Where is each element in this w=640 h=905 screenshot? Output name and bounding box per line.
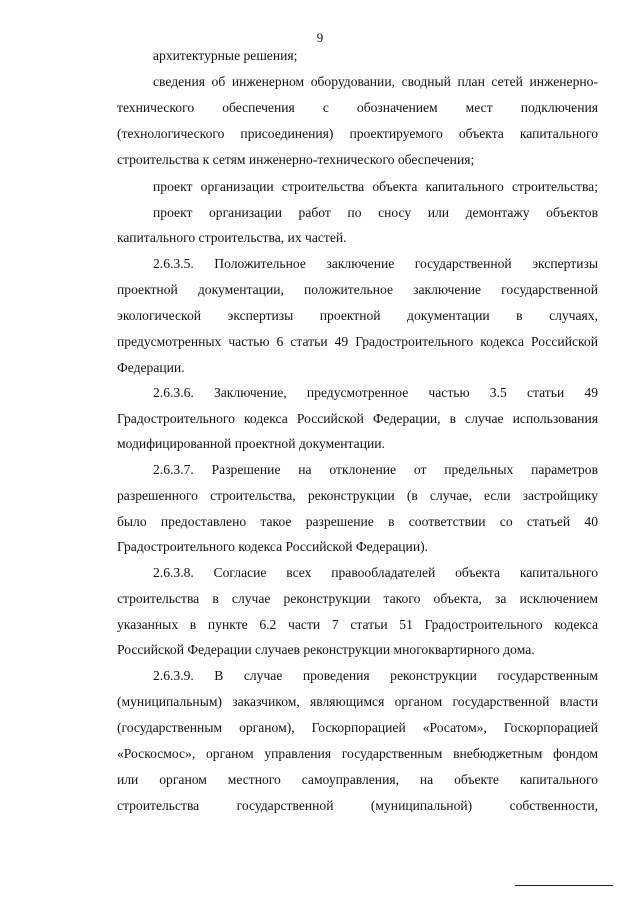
- text-line: проектной документации, положительное заключение государственной: [117, 282, 598, 297]
- text-line: (государственным органом), Госкорпорацией «Росатом», Госкорпорацией: [117, 720, 598, 735]
- text-line: модифицированной проектной документации.: [117, 436, 385, 451]
- text-line: строительства в случае реконструкции такого объекта, за исключением: [117, 591, 598, 606]
- text-line: 2.6.3.9. В случае проведения реконструкции государственным: [153, 668, 598, 683]
- text-line: строительства государственной (муниципальной) собственности,: [117, 798, 598, 813]
- text-line: (муниципальным) заказчиком, являющимся органом государственной власти: [117, 694, 598, 709]
- text-line: было предоставлено такое разрешение в соответствии со статьей 40: [117, 514, 598, 529]
- text-line: Федерации.: [117, 360, 185, 375]
- text-line: указанных в пункте 6.2 части 7 статьи 51 Градостроительного кодекса: [117, 617, 598, 632]
- text-line: «Роскосмос», органом управления государственным внебюджетным фондом: [117, 746, 598, 761]
- text-line: Градостроительного кодекса Российской Федерации, в случае использования: [117, 411, 598, 426]
- text-line: предусмотренных частью 6 статьи 49 Градостроительного кодекса Российской: [117, 334, 598, 349]
- text-line: (технологического присоединения) проектируемого объекта капитального: [117, 126, 598, 141]
- text-line: 2.6.3.6. Заключение, предусмотренное частью 3.5 статьи 49: [153, 385, 598, 400]
- text-line: разрешенного строительства, реконструкции (в случае, если застройщику: [117, 488, 598, 503]
- text-line: 2.6.3.5. Положительное заключение государственной экспертизы: [153, 256, 598, 271]
- text-line: проект организации работ по сносу или демонтажу объектов: [153, 205, 598, 220]
- text-line: экологической экспертизы проектной документации в случаях,: [117, 308, 598, 323]
- text-line: сведения об инженерном оборудовании, сводный план сетей инженерно-: [153, 74, 598, 89]
- footer-rule: [515, 885, 613, 886]
- text-line: строительства к сетям инженерно-технического обеспечения;: [117, 152, 475, 167]
- text-line: 2.6.3.7. Разрешение на отклонение от предельных параметров: [153, 462, 598, 477]
- page-number: 9: [316, 30, 324, 45]
- text-line: Российской Федерации случаев реконструкции многоквартирного дома.: [117, 642, 535, 657]
- text-line: проект организации строительства объекта капитального строительства;: [153, 179, 598, 194]
- text-line: 2.6.3.8. Согласие всех правообладателей объекта капитального: [153, 565, 598, 580]
- text-line: Градостроительного кодекса Российской Федерации).: [117, 539, 429, 554]
- text-line: технического обеспечения с обозначением мест подключения: [117, 100, 598, 115]
- text-line: архитектурные решения;: [153, 48, 298, 63]
- text-line: капитального строительства, их частей.: [117, 230, 347, 245]
- text-line: или органом местного самоуправления, на объекте капитального: [117, 772, 598, 787]
